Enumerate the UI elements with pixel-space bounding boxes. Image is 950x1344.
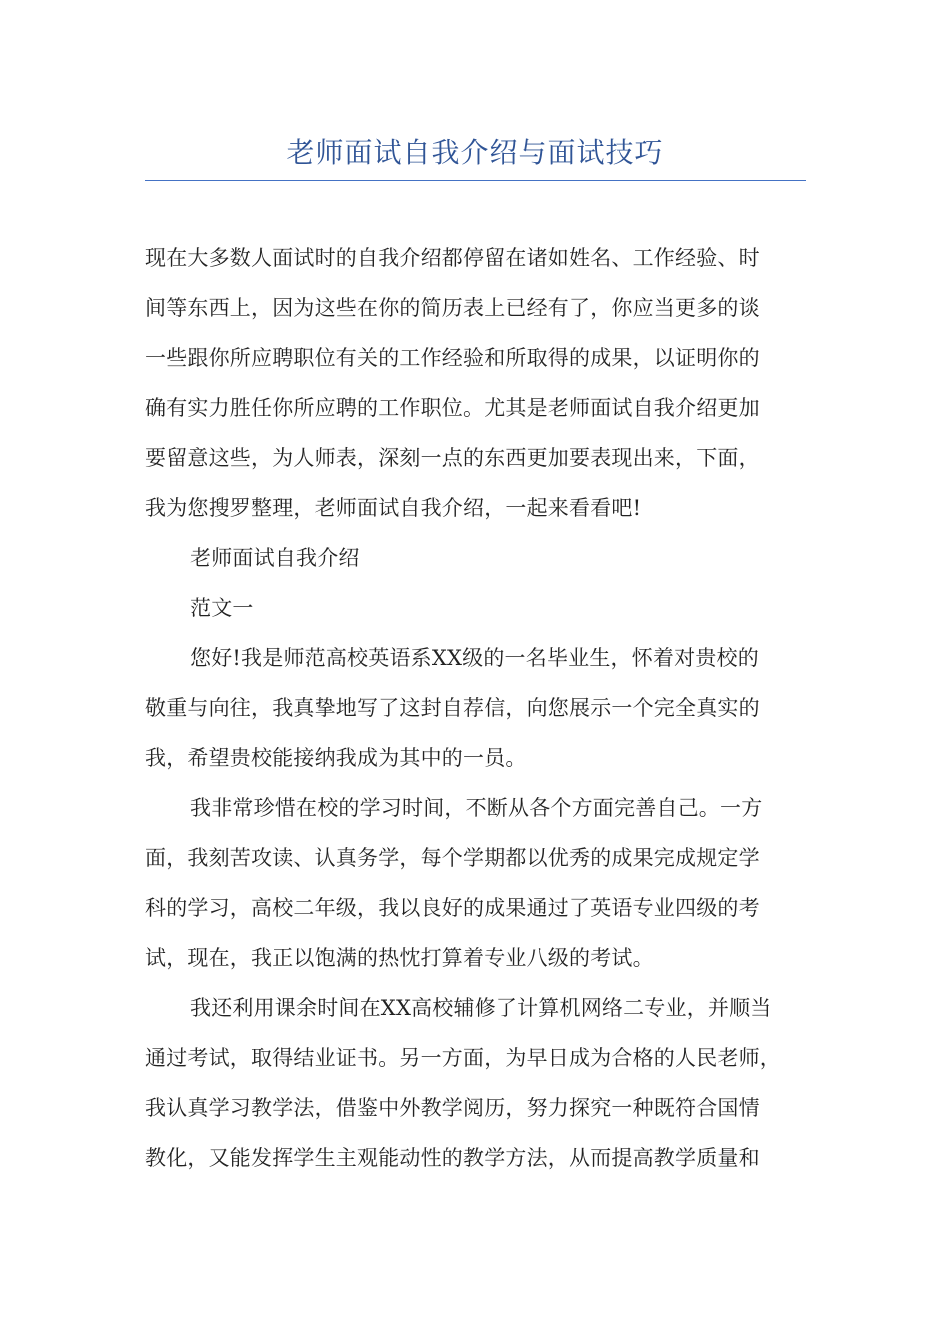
body-text-line: 教化，又能发挥学生主观能动性的教学方法，从而提高教学质量和 (145, 1146, 760, 1170)
body-text-line: 科的学习，高校二年级，我以良好的成果通过了英语专业四级的考 (145, 896, 760, 920)
body-text-line: 我，希望贵校能接纳我成为其中的一员。 (145, 746, 527, 770)
body-text-line: 我非常珍惜在校的学习时间，不断从各个方面完善自己。一方 (190, 796, 763, 820)
body-text-line: 我还利用课余时间在XX高校辅修了计算机网络二专业，并顺当 (190, 996, 772, 1020)
body-text-line: 试，现在，我正以饱满的热忱打算着专业八级的考试。 (145, 946, 654, 970)
body-text-line: 我为您搜罗整理，老师面试自我介绍，一起来看看吧! (145, 496, 642, 520)
body-text-line: 要留意这些，为人师表，深刻一点的东西更加要表现出来，下面， (145, 446, 760, 470)
body-text-line: 通过考试，取得结业证书。另一方面，为早日成为合格的人民老师， (145, 1046, 781, 1070)
document-body (145, 233, 807, 1183)
title-underline (145, 180, 806, 181)
body-text-line: 间等东西上，因为这些在你的简历表上已经有了，你应当更多的谈 (145, 296, 760, 320)
body-text-line: 您好!我是师范高校英语系XX级的一名毕业生，怀着对贵校的 (190, 646, 759, 670)
body-text-line: 面，我刻苦攻读、认真务学，每个学期都以优秀的成果完成规定学 (145, 846, 760, 870)
body-text-line: 范文一 (190, 596, 254, 620)
body-text-line: 老师面试自我介绍 (190, 546, 360, 570)
document-title: 老师面试自我介绍与面试技巧 (286, 136, 664, 169)
body-text-line: 一些跟你所应聘职位有关的工作经验和所取得的成果，以证明你的 (145, 346, 760, 370)
body-text-line: 敬重与向往，我真挚地写了这封自荐信，向您展示一个完全真实的 (145, 696, 760, 720)
body-text-line: 我认真学习教学法，借鉴中外教学阅历，努力探究一种既符合国情 (145, 1096, 760, 1120)
body-text-line: 确有实力胜任你所应聘的工作职位。尤其是老师面试自我介绍更加 (145, 396, 760, 420)
body-text-line: 现在大多数人面试时的自我介绍都停留在诸如姓名、工作经验、时 (145, 246, 760, 270)
